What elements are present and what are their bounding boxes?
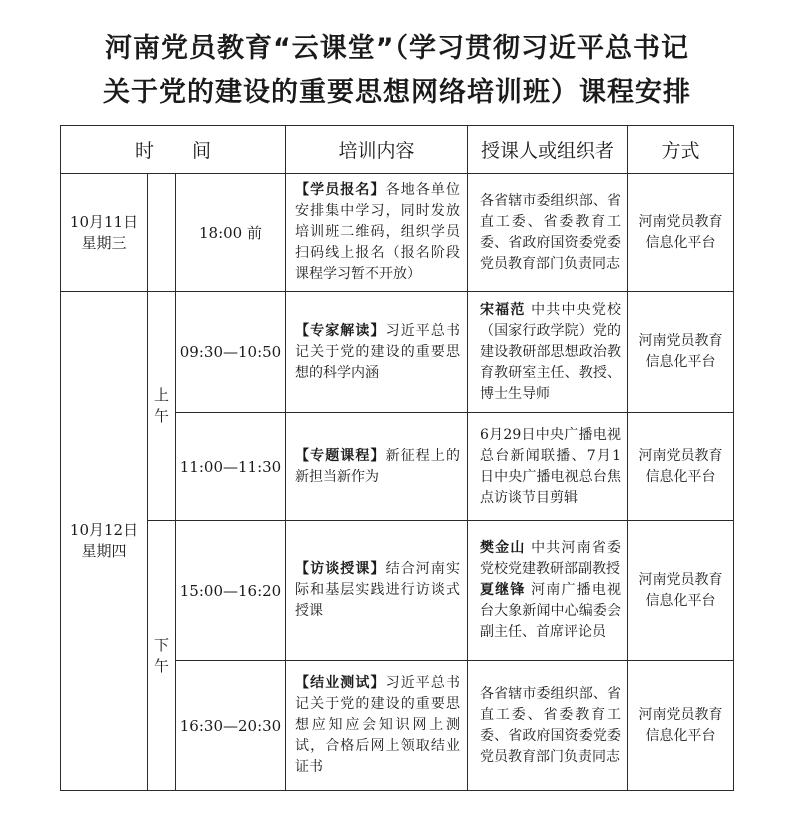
content-cell — [286, 661, 468, 791]
teacher-entry — [480, 580, 621, 643]
teacher-cell — [468, 292, 628, 413]
header-time: 时 间 — [61, 126, 286, 174]
content-cell — [286, 521, 468, 661]
time-cell: 16:30—20:30 — [176, 661, 286, 791]
time-cell: 09:30—10:50 — [176, 292, 286, 413]
teacher-name: 宋福范 — [480, 301, 526, 318]
content-tag: 【专家解读】 — [295, 322, 386, 339]
schedule-table — [60, 125, 734, 791]
method-cell: 河南党员教育信息化平台 — [628, 292, 734, 413]
content-cell — [286, 413, 468, 521]
content-text: 新征程上的新担当新作为 — [295, 447, 461, 485]
page-title-line-2: 关于党的建设的重要思想网络培训班）课程安排 — [103, 77, 691, 108]
teacher-entry — [480, 538, 621, 580]
table-row — [61, 174, 734, 292]
weekday-label: 星期三 — [81, 233, 127, 252]
content-cell — [286, 292, 468, 413]
content-tag: 【结业测试】 — [295, 675, 386, 691]
method-cell: 河南党员教育信息化平台 — [628, 413, 734, 521]
teacher-title: 中共中央党校（国家行政学院）党的建设教研部思想政治教育教研室主任、教授、博士生导师 — [480, 301, 621, 402]
method-cell: 河南党员教育信息化平台 — [628, 174, 734, 292]
content-cell — [286, 174, 468, 292]
session-char: 上 — [153, 386, 169, 404]
teacher-name: 夏继锋 — [480, 582, 526, 598]
header-method: 方式 — [628, 126, 734, 174]
content-text: 习近平总书记关于党的建设的重要思想的科学内涵 — [295, 322, 461, 381]
content-tag: 【学员报名】 — [295, 182, 386, 198]
content-tag: 【专题课程】 — [295, 447, 386, 464]
header-row — [61, 126, 734, 174]
date-cell-oct12 — [61, 292, 148, 791]
session-afternoon — [148, 521, 176, 791]
teacher-cell: 各省辖市委组织部、省直工委、省委教育工委、省政府国资委党委党员教育部门负责同志 — [468, 661, 628, 791]
teacher-title: 河南广播电视台大象新闻中心编委会副主任、首席评论员 — [480, 582, 621, 640]
date-label: 10月12日 — [69, 521, 139, 539]
content-text: 各地各单位安排集中学习，同时发放培训班二维码，组织学员扫码线上报名（报名阶段课程学习暂不开放） — [295, 182, 461, 282]
date-label: 10月11日 — [69, 212, 139, 231]
session-char: 下 — [153, 635, 169, 654]
method-cell: 河南党员教育信息化平台 — [628, 521, 734, 661]
content-text: 结合河南实际和基层实践进行访谈式授课 — [295, 561, 461, 619]
method-cell: 河南党员教育信息化平台 — [628, 661, 734, 791]
session-morning — [148, 292, 176, 521]
time-cell: 18:00 前 — [176, 174, 286, 292]
time-cell: 15:00—16:20 — [176, 521, 286, 661]
teacher-title: 中共河南省委党校党建教研部副教授 — [480, 540, 621, 577]
session-char: 午 — [153, 656, 169, 675]
content-text: 习近平总书记关于党的建设的重要思想应知应会知识网上测试，合格后网上领取结业证书 — [295, 675, 461, 775]
table-row — [61, 292, 734, 413]
header-teacher: 授课人或组织者 — [468, 126, 628, 174]
header-content: 培训内容 — [286, 126, 468, 174]
session-cell-empty — [148, 174, 176, 292]
page-title-line-1: 河南党员教育“云课堂”（学习贯彻习近平总书记 — [105, 33, 689, 64]
date-cell-oct11 — [61, 174, 148, 292]
time-cell: 11:00—11:30 — [176, 413, 286, 521]
content-tag: 【访谈授课】 — [295, 561, 386, 577]
teacher-cell: 各省辖市委组织部、省直工委、省委教育工委、省政府国资委党委党员教育部门负责同志 — [468, 174, 628, 292]
weekday-label: 星期四 — [81, 542, 127, 560]
teacher-name: 樊金山 — [480, 540, 526, 556]
teacher-cell: 6月29日中央广播电视总台新闻联播、7月1日中央广播电视总台焦点访谈节目剪辑 — [468, 413, 628, 521]
table-row — [61, 521, 734, 661]
session-char: 午 — [153, 407, 169, 425]
teacher-cell — [468, 521, 628, 661]
